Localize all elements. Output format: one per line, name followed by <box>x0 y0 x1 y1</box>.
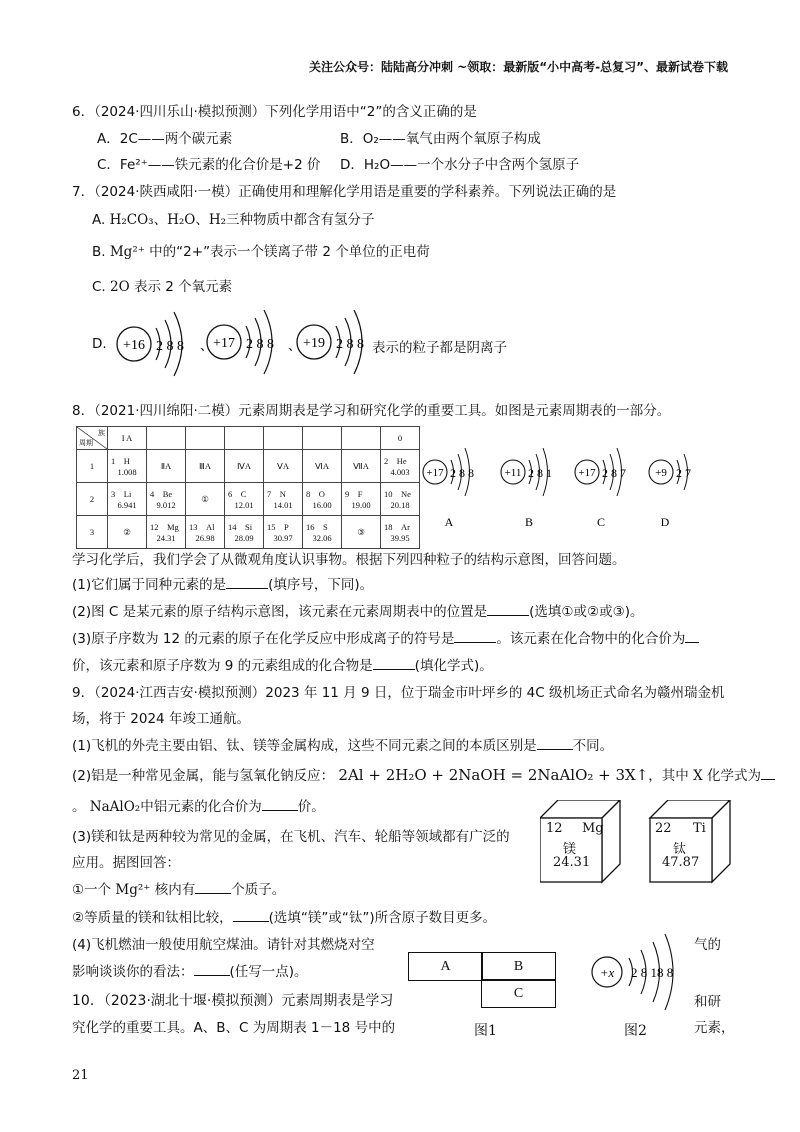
table-cell <box>108 483 147 516</box>
q8-part-2 <box>72 600 643 620</box>
q9-p2-text-f: 价。 <box>297 799 325 815</box>
fig1-cell-a: A <box>408 952 483 981</box>
q8-stem: 8．（2021·四川绵阳·二模）元素周期表是学习和研究化学的重要工具。如图是元素周期表的一部分。 <box>72 403 671 419</box>
page-header: 关注公众号：陆陆高分冲刺 ~领取：最新版“小中高考-总复习”、最新试卷下载 <box>309 60 728 74</box>
table-corner <box>77 427 108 450</box>
fig2-shells: 2 8 18 8 <box>631 965 674 980</box>
cell-bottom: ⅢA <box>199 460 211 471</box>
q9-naalo2: NaAlO₂ <box>89 799 141 815</box>
q9-part-2 <box>72 764 775 784</box>
cell-top: 15 P <box>267 522 289 532</box>
q7-b-text: 中的“2+”表示一个镁离子带 2 个单位的正电荷 <box>149 244 430 260</box>
period-label: 1 <box>77 450 108 483</box>
periodic-table <box>76 426 420 549</box>
mg-card-name: 镁 <box>563 842 577 857</box>
q10-stem-line1-tail: 和研 <box>694 994 721 1010</box>
answer-blank[interactable] <box>233 909 269 922</box>
q8-particle-diagrams <box>415 448 715 534</box>
cell-bottom: ⅡA <box>160 460 172 471</box>
q9-p2-text-a: (2)铝是一种常见金属，能与氢氧化钠反应： <box>72 768 335 784</box>
q9-part-4-cont <box>72 960 308 980</box>
cell-bottom: 30.97 <box>273 533 293 543</box>
group-header <box>303 427 342 450</box>
q9-part-3: (3)镁和钛是两种较为常见的金属，在飞机、汽车、轮船等领域都有广泛的 <box>72 829 510 845</box>
cell-bottom: 12.01 <box>234 500 254 510</box>
group-header <box>264 427 303 450</box>
fig2-caption: 图2 <box>624 1023 647 1039</box>
cell-bottom: ⅦA <box>353 460 369 471</box>
q9-c1-text-a: ①一个 <box>72 882 112 898</box>
cell-bottom: 20.18 <box>390 500 410 510</box>
q7-a-text: 三种物质中都含有氢分子 <box>226 212 375 228</box>
cell-bottom: ③ <box>357 526 365 537</box>
q7-a-label: A. <box>92 212 106 228</box>
table-cell <box>147 483 186 516</box>
fig1-cell-b: B <box>481 952 556 981</box>
cell-bottom: 28.09 <box>234 533 254 543</box>
atom-diagram-2 <box>207 310 274 374</box>
q7-d-text: 表示的粒子都是阴离子 <box>372 340 507 356</box>
cell-bottom: 24.31 <box>156 533 176 543</box>
q9-part-2-cont <box>72 795 325 815</box>
table-cell <box>108 516 147 549</box>
table-cell <box>186 450 225 483</box>
page-number: 21 <box>72 1068 89 1083</box>
answer-blank[interactable] <box>761 767 775 780</box>
table-cell <box>186 483 225 516</box>
table-cell <box>381 483 420 516</box>
q9-p4-text-c: (任写一点)。 <box>229 964 308 980</box>
particle-a <box>423 448 474 529</box>
q7-d-diagrams <box>112 300 382 380</box>
ti-card-mass: 47.87 <box>662 855 700 870</box>
q6-option-a: A．2C——两个碳元素 <box>97 131 233 147</box>
cell-top: 16 S <box>306 522 328 532</box>
group-header <box>225 427 264 450</box>
atom2-shells: 2 8 8 <box>246 337 274 352</box>
q7-option-a <box>92 208 375 228</box>
particle-d-shells: 2 7 <box>676 466 691 480</box>
particle-d-label: D <box>660 515 670 529</box>
q10-stem-line1: 10．（2023·湖北十堰·模拟预测）元素周期表是学习 <box>72 993 394 1009</box>
q6-option-b: B．O₂——氧气由两个氧原子构成 <box>340 131 541 147</box>
group-header: I A <box>108 427 147 450</box>
cell-top: 9 F <box>345 489 363 499</box>
answer-blank[interactable] <box>487 603 529 616</box>
cell-top: 13 Al <box>189 522 215 532</box>
cell-top: 6 C <box>228 489 247 499</box>
cell-bottom: 16.00 <box>312 500 332 510</box>
cell-bottom: 26.98 <box>195 533 215 543</box>
table-cell <box>303 516 342 549</box>
answer-blank[interactable] <box>194 963 230 976</box>
q9-part-3-item-1 <box>72 878 285 898</box>
q7-c-text: 表示 2 个氧元素 <box>133 279 233 295</box>
table-cell <box>264 483 303 516</box>
q9-p2-text-e: 中铝元素的化合价为 <box>140 799 262 815</box>
fig2-nucleus: +x <box>599 965 615 980</box>
mg-card-symbol: Mg <box>582 821 604 836</box>
table-cell <box>186 516 225 549</box>
q8-part-3 <box>72 627 699 647</box>
table-cell <box>108 450 147 483</box>
q8-intro: 学习化学后，我们学会了从微观角度认识事物。根据下列四种粒子的结构示意图，回答问题。 <box>72 552 626 568</box>
table-cell <box>342 483 381 516</box>
q9-part-3-cont: 应用。据图回答： <box>72 855 180 871</box>
q7-d-sep-2: 、 <box>288 339 302 354</box>
cell-top: 10 Ne <box>384 489 411 499</box>
table-cell <box>342 516 381 549</box>
particle-a-shells: 2 8 8 <box>450 466 474 480</box>
q9-part-4-tail: 气的 <box>694 937 721 953</box>
group-header <box>186 427 225 450</box>
q9-p2-text-d: 。 <box>72 799 86 815</box>
q9-x-symbol: X <box>693 768 703 784</box>
q6-option-d: D．H₂O——一个水分子中含两个氢原子 <box>340 157 580 173</box>
answer-blank[interactable] <box>537 737 573 750</box>
cell-bottom: 6.941 <box>117 500 137 510</box>
particle-c-nucleus: +17 <box>578 467 596 479</box>
cell-top: 14 Si <box>228 522 253 532</box>
cell-top: 12 Mg <box>150 522 179 532</box>
q9-p2-text-c: 化学式为 <box>707 768 761 784</box>
q9-part-1 <box>72 734 613 754</box>
cell-bottom: 19.00 <box>351 500 371 510</box>
q8-p3-text-d: (填化学式)。 <box>414 658 493 674</box>
cell-top: 4 Be <box>150 489 173 499</box>
q9-c1-text-b: 核内有 <box>154 882 196 898</box>
cell-bottom: ① <box>201 493 209 504</box>
group-header: 0 <box>381 427 420 450</box>
q9-stem-line1: 9．（2024·江西吉安·模拟预测）2023 年 11 月 9 日，位于瑞金市叶坪乡的 4C 级机场正式命名为赣州瑞金机 <box>72 685 725 701</box>
mg-card-mass: 24.31 <box>553 855 591 870</box>
q7-option-b <box>92 240 430 260</box>
q8-p3-text-c: 价，该元素和原子序数为 9 的元素组成的化合物是 <box>72 658 373 674</box>
particle-b-shells: 2 8 1 <box>528 466 552 480</box>
table-row-period-3 <box>77 516 420 549</box>
group-header <box>342 427 381 450</box>
q9-p2-text-b: ，其中 <box>648 768 689 784</box>
table-cell <box>225 516 264 549</box>
q9-c1-text-c: 个质子。 <box>231 882 286 898</box>
table-cell <box>303 450 342 483</box>
ti-card-name: 钛 <box>673 842 687 857</box>
q9-equation: 2Al + 2H₂O + 2NaOH = 2NaAlO₂ + 3X↑ <box>338 766 649 784</box>
particle-a-nucleus: +17 <box>426 467 444 479</box>
mg-card-number: 12 <box>546 821 563 836</box>
q6-option-c: C．Fe²⁺——铁元素的化合价是+2 价 <box>97 157 321 173</box>
q8-p1-text-a: (1)它们属于同种元素的是 <box>72 577 227 593</box>
q8-p3-text-a: (3)原子序数为 12 的元素的原子在化学反应中形成离子的符号是 <box>72 631 455 647</box>
cell-bottom: 14.01 <box>273 500 293 510</box>
table-cell <box>264 516 303 549</box>
period-label: 3 <box>77 516 108 549</box>
cell-top: 7 N <box>267 489 286 499</box>
cell-top: 1 H <box>111 456 130 466</box>
q7-c-formula: 2O <box>110 279 130 295</box>
cell-top: 18 Ar <box>384 522 410 532</box>
table-row-period-1 <box>77 450 420 483</box>
q8-part-1 <box>72 573 373 593</box>
fig1-caption: 图1 <box>474 1023 497 1039</box>
q6-stem: 6．（2024·四川乐山·模拟预测）下列化学用语中“2”的含义正确的是 <box>72 104 477 120</box>
particle-d <box>649 454 691 529</box>
table-cell <box>225 450 264 483</box>
q9-c2-text-b: (选填“镁”或“钛”)所含原子数目更多。 <box>268 910 497 926</box>
q9-part-4: (4)飞机燃油一般使用航空煤油。请针对其燃烧对空 <box>72 937 375 953</box>
table-cell <box>381 450 420 483</box>
cell-bottom: 1.008 <box>117 467 137 477</box>
q10-stem-line2-tail: 元素， <box>694 1020 735 1036</box>
answer-blank[interactable] <box>685 630 699 643</box>
cell-bottom: 4.003 <box>390 467 410 477</box>
answer-blank[interactable] <box>373 657 415 670</box>
table-cell <box>264 450 303 483</box>
q10-stem-line2: 究化学的重要工具。A、B、C 为周期表 1－18 号中的 <box>72 1020 396 1036</box>
q7-stem: 7．（2024·陕西咸阳·一模）正确使用和理解化学用语是重要的学科素养。下列说法正确的是 <box>72 184 617 200</box>
atom1-shells: 2 8 8 <box>156 339 184 354</box>
cell-bottom: 9.012 <box>156 500 176 510</box>
particle-a-label: A <box>444 515 454 529</box>
q8-p2-text-b: (选填①或②或③)。 <box>529 604 644 620</box>
particle-b <box>501 448 552 529</box>
ti-card-symbol: Ti <box>693 821 706 836</box>
atom1-nucleus: +16 <box>123 338 145 353</box>
cell-bottom: ② <box>123 526 131 537</box>
cell-top: 8 O <box>306 489 325 499</box>
cell-bottom: ⅥA <box>315 460 329 471</box>
q8-p1-text-b: (填序号，下同)。 <box>268 577 374 593</box>
fig2-atom-diagram <box>585 930 695 1010</box>
table-row-period-2 <box>77 483 420 516</box>
q7-d-label: D. <box>92 336 107 352</box>
table-cell <box>342 450 381 483</box>
q7-d-sep-1: 、 <box>200 339 214 354</box>
table-cell <box>147 516 186 549</box>
q9-stem-line2: 场，将于 2024 年竣工通航。 <box>72 711 250 727</box>
answer-blank[interactable] <box>226 576 268 589</box>
answer-blank[interactable] <box>454 630 496 643</box>
answer-blank[interactable] <box>195 881 231 894</box>
cell-top: 3 Li <box>111 489 132 499</box>
q8-p3-text-b: 。该元素在化合物中的化合价为 <box>496 631 686 647</box>
q7-option-c <box>92 275 232 295</box>
q9-mg-ion: Mg²⁺ <box>115 882 151 898</box>
corner-period: 周期 <box>79 439 93 447</box>
cell-bottom: 39.95 <box>390 533 410 543</box>
particle-b-nucleus: +11 <box>504 467 522 479</box>
table-cell <box>225 483 264 516</box>
particle-c-shells: 2 8 7 <box>602 466 626 480</box>
q8-p2-text-a: (2)图 C 是某元素的原子结构示意图，该元素在元素周期表中的位置是 <box>72 604 488 620</box>
atom2-nucleus: +17 <box>213 336 235 351</box>
table-cell <box>147 450 186 483</box>
q7-a-formula: H₂CO₃、H₂O、H₂ <box>109 212 227 228</box>
particle-c <box>575 448 626 529</box>
cell-top: 2 He <box>384 456 407 466</box>
fig1-cell-c: C <box>481 979 556 1008</box>
q9-p1-text-b: 不同。 <box>572 738 614 754</box>
cell-bottom: ⅤA <box>277 460 289 471</box>
ti-card-number: 22 <box>655 821 672 836</box>
q8-part-3-cont <box>72 654 493 674</box>
corner-group: 族 <box>98 429 105 437</box>
q7-b-formula: Mg²⁺ <box>109 244 145 260</box>
group-header <box>147 427 186 450</box>
answer-blank[interactable] <box>262 798 298 811</box>
atom-diagram-3 <box>297 310 364 374</box>
table-cell <box>381 516 420 549</box>
atom3-nucleus: +19 <box>303 336 325 351</box>
q7-b-label: B. <box>92 244 106 260</box>
table-cell <box>303 483 342 516</box>
q7-c-label: C. <box>92 279 106 295</box>
cell-bottom: 32.06 <box>312 533 332 543</box>
q9-part-3-item-2 <box>72 906 496 926</box>
period-label: 2 <box>77 483 108 516</box>
particle-c-label: C <box>596 515 606 529</box>
q9-p1-text-a: (1)飞机的外壳主要由铝、钛、镁等金属构成，这些不同元素之间的本质区别是 <box>72 738 537 754</box>
q9-c2-text-a: ②等质量的镁和钛相比较， <box>72 910 233 926</box>
particle-d-nucleus: +9 <box>655 467 667 479</box>
atom-diagram-1 <box>117 312 184 376</box>
particle-b-label: B <box>524 515 534 529</box>
atom3-shells: 2 8 8 <box>336 337 364 352</box>
q9-p4-text-b: 影响谈谈你的看法： <box>72 964 194 980</box>
cell-bottom: ⅣA <box>237 460 251 471</box>
